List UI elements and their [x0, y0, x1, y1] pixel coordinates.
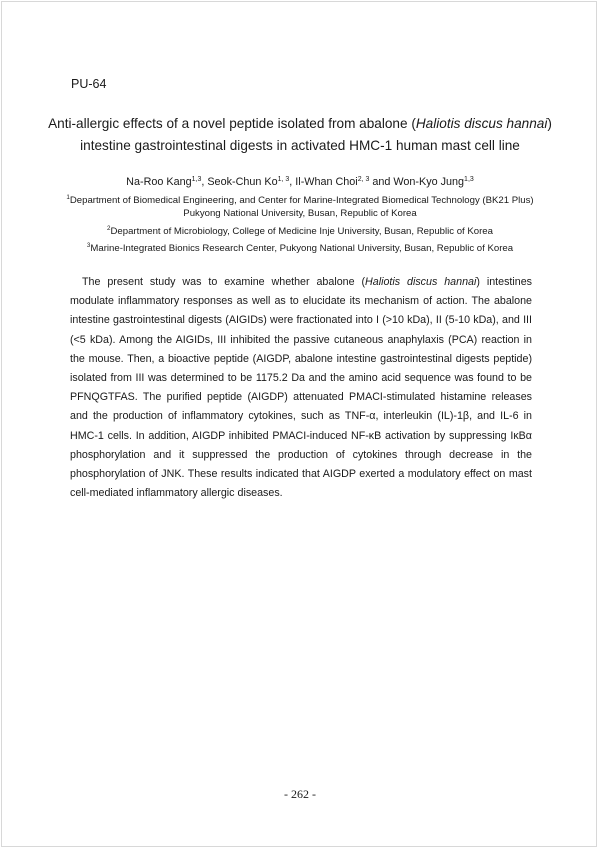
page-number: - 262 - [284, 787, 316, 801]
affiliation-line: Department of Microbiology, College of Medicine Inje University, Busan, Republic of Korea [110, 226, 493, 237]
affiliation-sup: 1 [66, 194, 70, 201]
author-affiliation-sup: 1, 3 [277, 176, 290, 183]
affiliation-sup: 2 [107, 225, 111, 232]
abstract-part2: ) intestines modulate inflammatory responses as well as to elucidate its mechanism of action. The abalone intestine gastrointestinal digests (AIGIDs) were fractionated into I (>10 kDa), II (5-10 kDa), and III (<5 kDa). Among the AIGIDs, III inhibited the passive cutaneous anaphylaxis (PCA) reaction in the mouse. Then, a bioactive peptide (AIGDP, abalone intestine gastrointestinal digests peptide) isolated from III was determined to be 1175.2 Da and the amino acid sequence was found to be PFNQGTFAS. The purified peptide (AIGDP) attenuated PMACI-stimulated histamine releases and the production of inflammatory cytokines, such as TNF-α, interleukin (IL)-1β, and IL-6 in HMC-1 cells. In addition, AIGDP inhibited PMACI-induced NF-κB activation by suppressing IκBα phosphorylation and it suppressed the production of cytokines through decrease in the phosphorylation of JNK. These results indicated that AIGDP exerted a modulatory effect on mast cell-mediated inflammatory allergic diseases. [70, 276, 532, 500]
title-line1-pre: Anti-allergic effects of a novel peptide isolated from abalone ( [48, 116, 416, 131]
affiliation-sup: 3 [86, 242, 91, 249]
author-separator: , [289, 176, 296, 188]
author-name: Na-Roo Kang [126, 176, 192, 188]
affiliation-line: Marine-Integrated Bionics Research Center, Pukyong National University, Busan, Republic of Korea [90, 243, 514, 254]
abstract-code: PU-64 [71, 77, 107, 91]
affiliation-3 [20, 242, 580, 255]
author-affiliation-sup: 2, 3 [357, 176, 370, 183]
title-species: Haliotis discus hannai [415, 116, 548, 131]
affiliation-1 [20, 194, 580, 220]
title-line1-post: ) [547, 116, 552, 131]
author-name: Il-Whan Choi [295, 176, 358, 188]
author-affiliation-sup: 1,3 [191, 176, 202, 183]
author-separator: , [201, 176, 208, 188]
affiliation-line: Pukyong National University, Busan, Republic of Korea [183, 208, 417, 219]
abstract-body [70, 273, 532, 503]
affiliation-2 [20, 225, 580, 238]
abstract-species: Haliotis discus hannai [365, 276, 477, 288]
author-separator: and [369, 176, 394, 188]
title-line2: intestine gastrointestinal digests in activated HMC-1 human mast cell line [80, 138, 520, 153]
abstract-part1: The present study was to examine whether abalone ( [82, 276, 366, 288]
author-affiliation-sup: 1,3 [464, 176, 474, 183]
paper-title [40, 113, 560, 157]
affiliation-line: Department of Biomedical Engineering, and Center for Marine-Integrated Biomedical Technology (BK21 Plus) [69, 195, 534, 206]
author-name: Seok-Chun Ko [207, 176, 278, 188]
author-name: Won-Kyo Jung [393, 176, 465, 188]
author-list [40, 175, 560, 189]
